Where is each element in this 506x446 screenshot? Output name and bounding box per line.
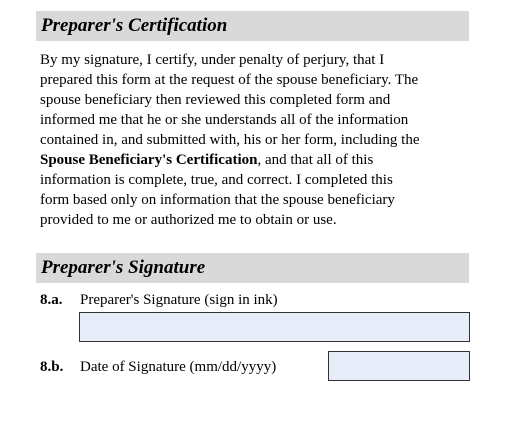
certification-line: prepared this form at the request of the spouse beneficiary. The [40, 72, 419, 88]
spouse-certification-reference: Spouse Beneficiary's Certification [40, 152, 258, 168]
certification-line-rest: , and that all of this [257, 152, 374, 168]
certification-line: information is complete, true, and correct. I completed this [40, 172, 393, 188]
certification-heading: Preparer's Certification [36, 11, 469, 41]
certification-line: provided to me or authorized me to obtain or use. [40, 212, 337, 228]
certification-line: spouse beneficiary then reviewed this completed form and [40, 92, 391, 108]
certification-line [40, 150, 470, 170]
item-8a [40, 291, 278, 309]
item-label: Date of Signature (mm/dd/yyyy) [80, 359, 277, 375]
signature-heading: Preparer's Signature [36, 253, 469, 283]
item-number: 8.b. [40, 359, 64, 375]
preparer-signature-field[interactable] [79, 312, 470, 342]
certification-line: contained in, and submitted with, his or her form, including the [40, 132, 420, 148]
certification-line: form based only on information that the spouse beneficiary [40, 192, 395, 208]
item-label: Preparer's Signature (sign in ink) [80, 292, 278, 308]
item-8b [40, 358, 276, 376]
certification-line: informed me that he or she understands all of the information [40, 112, 409, 128]
item-number: 8.a. [40, 292, 63, 308]
certification-text [40, 50, 470, 230]
certification-line: By my signature, I certify, under penalty of perjury, that I [40, 52, 385, 68]
signature-date-field[interactable] [328, 351, 470, 381]
